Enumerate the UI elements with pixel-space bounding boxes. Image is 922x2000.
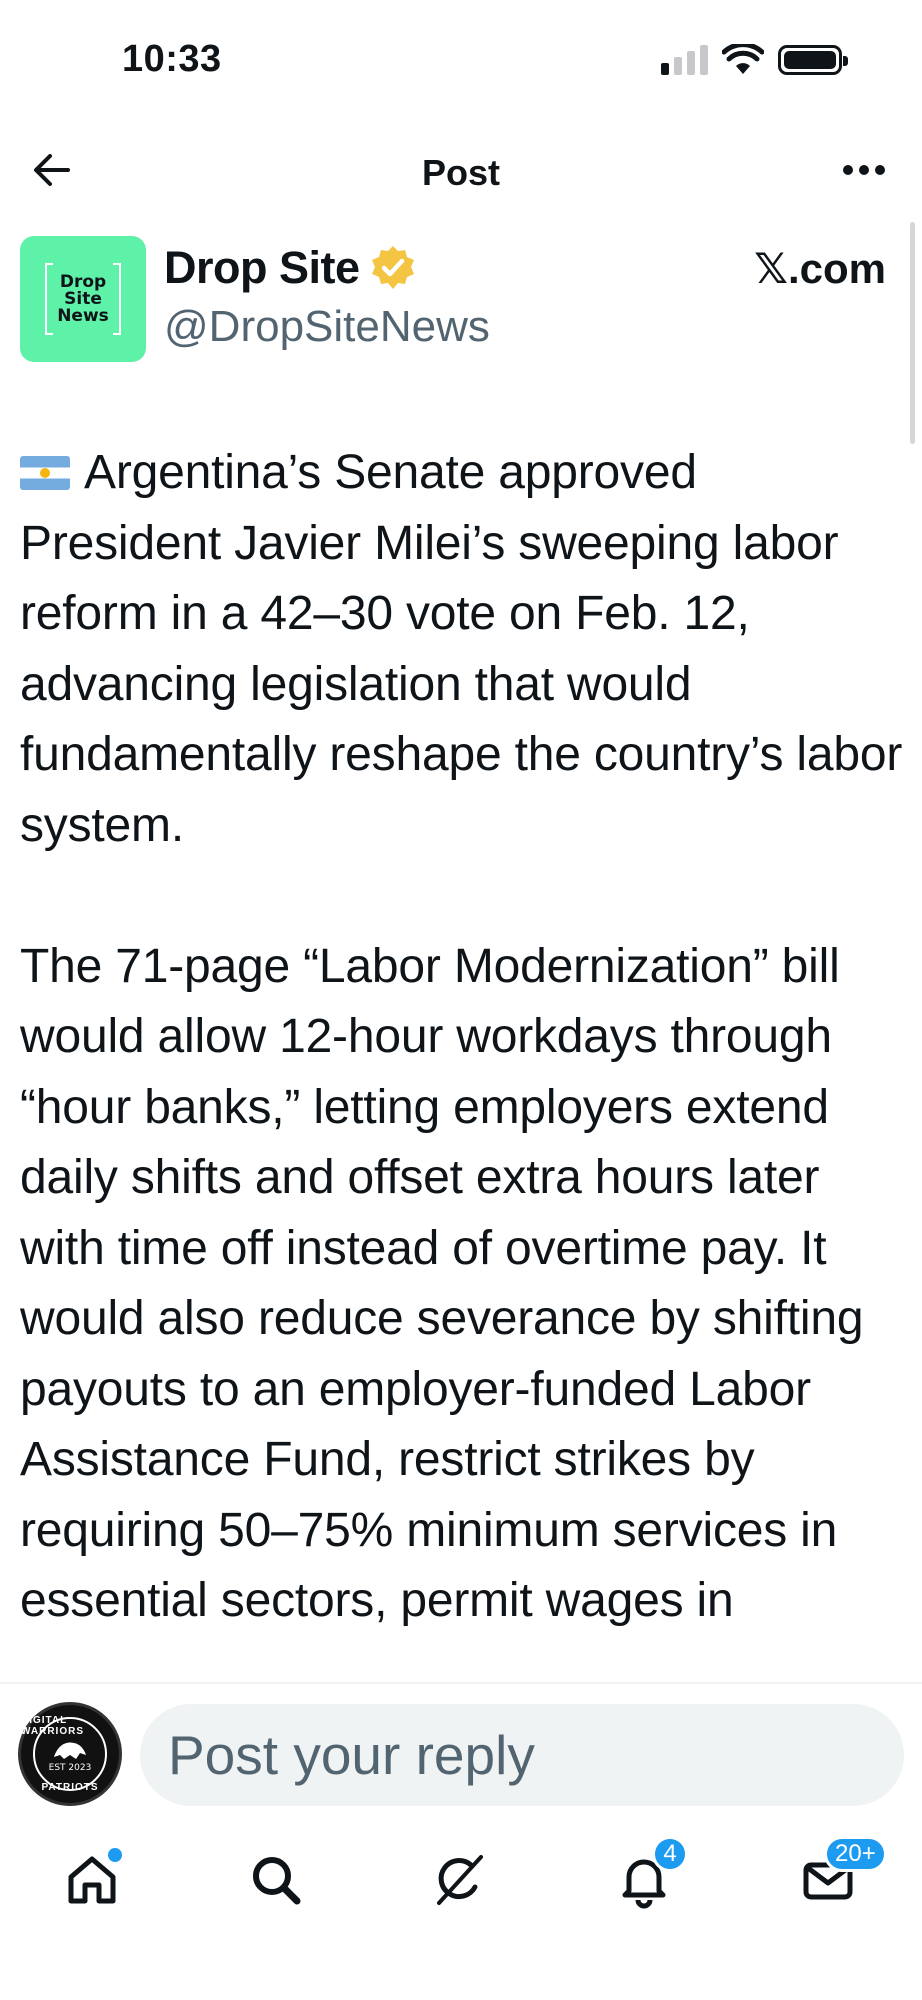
logo-line-1: Drop [59,271,107,292]
post-body [20,438,910,1680]
avatar-top-text: DIGITAL WARRIORS [21,1715,84,1737]
more-horizontal-icon [842,164,886,176]
post-header [0,124,922,224]
battery-icon [778,45,842,75]
messages-badge: 20+ [824,1836,887,1872]
tab-search[interactable] [236,1840,316,1920]
author-avatar[interactable] [20,236,146,362]
reply-input[interactable] [140,1704,904,1806]
source-label: 𝕏.com [754,245,886,292]
tab-notifications[interactable] [604,1840,684,1920]
tab-grok[interactable] [420,1840,500,1920]
cellular-signal-icon [661,45,708,75]
scrollbar[interactable] [910,222,915,444]
tab-home[interactable] [52,1840,132,1920]
author-name-row[interactable] [164,242,418,294]
status-bar [0,0,922,124]
status-icons [661,44,842,76]
post-paragraph-1 [20,438,910,861]
lion-icon [50,1735,90,1763]
avatar-bottom-text: PATRIOTS [41,1782,99,1793]
logo-line-2: Site [64,288,102,309]
argentina-flag-icon [20,456,70,490]
post-paragraph-2: The 71-page “Labor Modernization” bill would allow 12-hour workdays through “hour banks,” letting employers extend daily shifts and offset extra hours later with time off instead of overtime pay. It would also reduce severance by shifting payouts to an employer-funded Labor Assistance Fund, restrict strikes by requiring 50–75% minimum services in essential sectors, permit wages in [20,939,864,1627]
more-options-button[interactable] [834,144,894,196]
post-paragraph-1-text: Argentina’s Senate approved President Javier Milei’s sweeping labor reform in a 42–30 vote on Feb. 12, advancing legislation that would fundamentally reshape the country’s labor system. [20,446,903,852]
status-time: 10:33 [122,38,222,80]
bottom-tab-bar [0,1806,922,2000]
drop-site-logo [47,263,119,335]
home-unread-dot [108,1848,122,1862]
user-avatar[interactable] [18,1702,122,1806]
search-icon [247,1851,305,1909]
avatar-mid-text: EST 2023 [48,1763,92,1773]
grok-icon [431,1851,489,1909]
page-title: Post [421,152,500,193]
notifications-badge: 4 [652,1836,688,1872]
wifi-icon [722,44,764,76]
reply-bar [0,1682,922,1806]
logo-line-3: News [57,305,109,326]
author-name[interactable]: Drop Site [164,242,360,293]
verified-badge-icon[interactable] [368,243,418,293]
tab-messages[interactable] [788,1840,876,1920]
author-handle[interactable]: @DropSiteNews [164,302,490,351]
